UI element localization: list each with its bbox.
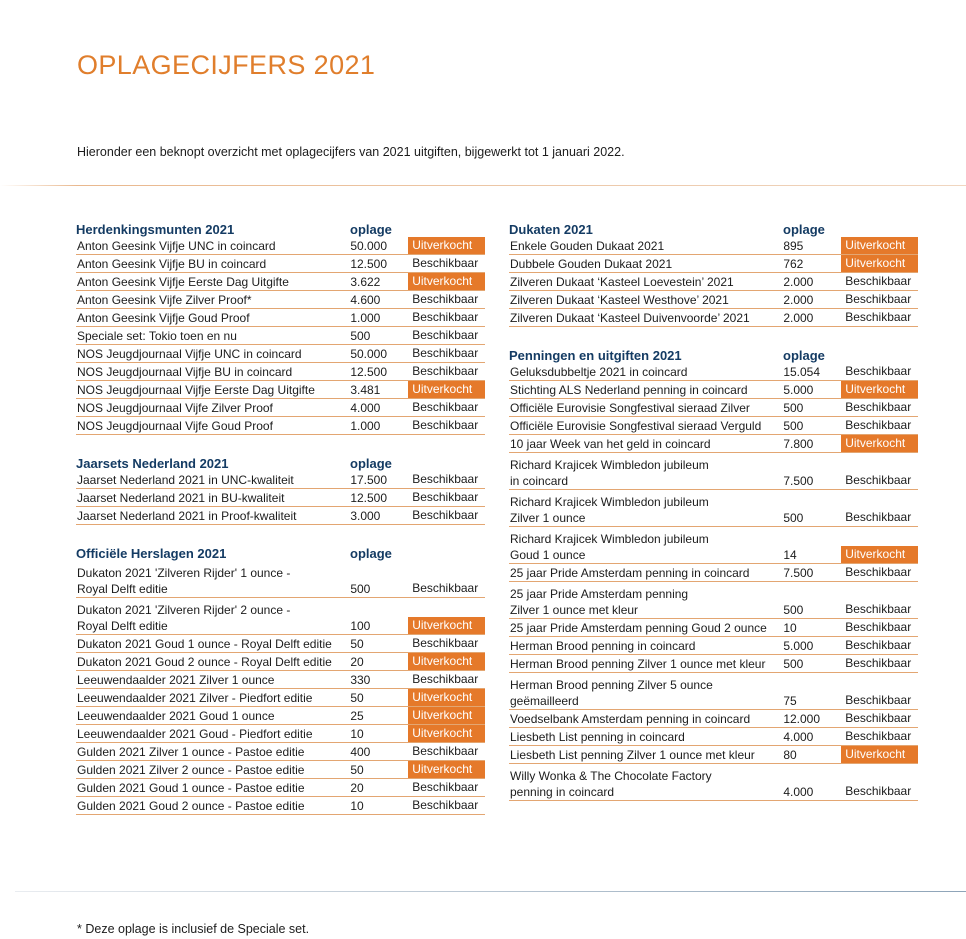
table-row (509, 453, 918, 490)
table-row (509, 582, 918, 619)
edition-size: 4.000 (350, 401, 381, 415)
edition-size: 14 (783, 548, 797, 562)
status-available: Beschikbaar (845, 292, 912, 306)
edition-size: 895 (783, 239, 804, 253)
product-name: NOS Jeugdjournaal Vijfje Eerste Dag Uitgifte (77, 383, 315, 397)
status-available: Beschikbaar (412, 310, 479, 324)
status-available: Beschikbaar (845, 784, 912, 798)
edition-size: 80 (783, 748, 797, 762)
status-available: Beschikbaar (845, 364, 912, 378)
edition-size: 500 (350, 582, 371, 596)
product-name: Jaarset Nederland 2021 in UNC-kwaliteit (77, 473, 294, 487)
status-badge-sold-out: Uitverkocht (841, 546, 918, 563)
section-title: Jaarsets Nederland 2021 (76, 456, 229, 471)
section-title: Dukaten 2021 (509, 222, 593, 237)
status-available: Beschikbaar (845, 693, 912, 707)
top-divider (0, 185, 966, 186)
table-row (76, 471, 485, 489)
status-badge-sold-out: Uitverkocht (841, 381, 918, 398)
edition-size: 5.000 (783, 383, 814, 397)
status-available: Beschikbaar (412, 328, 479, 342)
status-available: Beschikbaar (845, 274, 912, 288)
status-badge-sold-out: Uitverkocht (408, 273, 485, 290)
section-header (76, 453, 485, 471)
edition-size: 50.000 (350, 347, 388, 361)
product-name: Richard Krajicek Wimbledon jubileum in coincard (510, 458, 709, 488)
table-row (76, 363, 485, 381)
edition-size: 50.000 (350, 239, 388, 253)
product-name: Officiële Eurovisie Songfestival sieraad Verguld (510, 419, 762, 433)
table-row (509, 291, 918, 309)
edition-size: 4.000 (783, 785, 814, 799)
product-name: Anton Geesink Vijfje UNC in coincard (77, 239, 276, 253)
table-row (76, 743, 485, 761)
status-available: Beschikbaar (412, 472, 479, 486)
column-header-oplage: oplage (783, 222, 825, 237)
edition-size: 1.000 (350, 311, 381, 325)
status-available: Beschikbaar (412, 292, 479, 306)
product-name: Dukaton 2021 'Zilveren Rijder' 1 ounce - Royal Delft editie (77, 566, 291, 596)
table-row (76, 797, 485, 815)
product-name: 10 jaar Week van het geld in coincard (510, 437, 711, 451)
product-name: Zilveren Dukaat ‘Kasteel Duivenvoorde’ 2021 (510, 311, 750, 325)
table-row (509, 673, 918, 710)
status-available: Beschikbaar (412, 490, 479, 504)
table-row (509, 564, 918, 582)
product-name: Officiële Eurovisie Songfestival sieraad Zilver (510, 401, 750, 415)
edition-size: 12.500 (350, 491, 388, 505)
status-available: Beschikbaar (845, 711, 912, 725)
status-available: Beschikbaar (412, 364, 479, 378)
table-row (76, 635, 485, 653)
edition-size: 500 (783, 401, 804, 415)
table-row (509, 309, 918, 327)
product-name: NOS Jeugdjournaal Vijfje UNC in coincard (77, 347, 302, 361)
bottom-divider (15, 891, 966, 892)
table-row (76, 417, 485, 435)
product-name: Anton Geesink Vijfje BU in coincard (77, 257, 267, 271)
table-row (76, 507, 485, 525)
edition-size: 2.000 (783, 293, 814, 307)
product-name: Zilveren Dukaat ‘Kasteel Westhove’ 2021 (510, 293, 729, 307)
edition-size: 50 (350, 691, 364, 705)
edition-size: 1.000 (350, 419, 381, 433)
table-row (509, 255, 918, 273)
product-name: Enkele Gouden Dukaat 2021 (510, 239, 665, 253)
product-name: Jaarset Nederland 2021 in Proof-kwaliteit (77, 509, 297, 523)
page-title: OPLAGECIJFERS 2021 (77, 50, 376, 80)
product-name: Geluksdubbeltje 2021 in coincard (510, 365, 688, 379)
table-row (76, 273, 485, 291)
table-row (76, 291, 485, 309)
table-row (76, 598, 485, 635)
status-badge-sold-out: Uitverkocht (408, 381, 485, 398)
product-name: NOS Jeugdjournaal Vijfe Goud Proof (77, 419, 273, 433)
status-available: Beschikbaar (412, 256, 479, 270)
product-name: Jaarset Nederland 2021 in BU-kwaliteit (77, 491, 285, 505)
status-available: Beschikbaar (845, 510, 912, 524)
table-row (509, 746, 918, 764)
status-badge-sold-out: Uitverkocht (408, 653, 485, 670)
table-row (509, 764, 918, 801)
table-row (509, 710, 918, 728)
table-section (509, 345, 918, 801)
edition-size: 762 (783, 257, 804, 271)
section-header (509, 345, 918, 363)
table-row (76, 399, 485, 417)
status-available: Beschikbaar (845, 310, 912, 324)
footnote: * Deze oplage is inclusief de Speciale set. (77, 922, 310, 936)
edition-size: 500 (783, 511, 804, 525)
table-row (509, 490, 918, 527)
edition-size: 500 (350, 329, 371, 343)
product-name: Liesbeth List penning Zilver 1 ounce met kleur (510, 748, 755, 762)
table-row (76, 671, 485, 689)
edition-size: 500 (783, 419, 804, 433)
status-badge-sold-out: Uitverkocht (841, 255, 918, 272)
left-column (76, 219, 485, 833)
intro-text: Hieronder een beknopt overzicht met oplagecijfers van 2021 uitgiften, bijgewerkt tot 1 januari 2022. (77, 145, 625, 159)
status-badge-sold-out: Uitverkocht (408, 617, 485, 634)
edition-size: 330 (350, 673, 371, 687)
section-title: Officiële Herslagen 2021 (76, 546, 227, 561)
column-header-oplage: oplage (350, 222, 392, 237)
edition-size: 500 (783, 657, 804, 671)
edition-size: 20 (350, 781, 364, 795)
status-available: Beschikbaar (845, 565, 912, 579)
edition-size: 12.500 (350, 365, 388, 379)
status-available: Beschikbaar (412, 780, 479, 794)
product-name: Herman Brood penning Zilver 1 ounce met kleur (510, 657, 766, 671)
table-section (76, 219, 485, 435)
product-name: Anton Geesink Vijfe Zilver Proof* (77, 293, 252, 307)
table-row (509, 381, 918, 399)
status-badge-sold-out: Uitverkocht (841, 237, 918, 254)
status-badge-sold-out: Uitverkocht (408, 725, 485, 742)
product-name: Dukaton 2021 Goud 1 ounce - Royal Delft editie (77, 637, 332, 651)
table-row (76, 761, 485, 779)
table-row (509, 527, 918, 564)
edition-size: 500 (783, 603, 804, 617)
product-name: Stichting ALS Nederland penning in coincard (510, 383, 748, 397)
table-row (76, 779, 485, 797)
product-name: Speciale set: Tokio toen en nu (77, 329, 237, 343)
product-name: Richard Krajicek Wimbledon jubileum Goud 1 ounce (510, 532, 709, 562)
product-name: NOS Jeugdjournaal Vijfe Zilver Proof (77, 401, 273, 415)
column-header-oplage: oplage (783, 348, 825, 363)
status-available: Beschikbaar (412, 581, 479, 595)
status-badge-sold-out: Uitverkocht (408, 761, 485, 778)
status-available: Beschikbaar (845, 729, 912, 743)
table-row (76, 489, 485, 507)
edition-size: 50 (350, 763, 364, 777)
edition-size: 7.800 (783, 437, 814, 451)
edition-size: 4.600 (350, 293, 381, 307)
product-name: 25 jaar Pride Amsterdam penning Zilver 1 ounce met kleur (510, 587, 689, 617)
table-row (76, 237, 485, 255)
product-name: Gulden 2021 Goud 1 ounce - Pastoe editie (77, 781, 305, 795)
product-name: Zilveren Dukaat ‘Kasteel Loevestein’ 2021 (510, 275, 734, 289)
edition-size: 10 (350, 799, 364, 813)
edition-size: 2.000 (783, 311, 814, 325)
product-name: Willy Wonka & The Chocolate Factory penning in coincard (510, 769, 712, 799)
product-name: NOS Jeugdjournaal Vijfje BU in coincard (77, 365, 293, 379)
table-row (76, 561, 485, 598)
table-row (509, 619, 918, 637)
right-column (509, 219, 918, 819)
status-badge-sold-out: Uitverkocht (841, 435, 918, 452)
product-name: Dukaton 2021 'Zilveren Rijder' 2 ounce - Royal Delft editie (77, 603, 291, 633)
status-badge-sold-out: Uitverkocht (841, 746, 918, 763)
status-badge-sold-out: Uitverkocht (408, 237, 485, 254)
edition-size: 12.500 (350, 257, 388, 271)
section-header (76, 543, 485, 561)
edition-size: 17.500 (350, 473, 388, 487)
edition-size: 100 (350, 619, 371, 633)
product-name: Herman Brood penning in coincard (510, 639, 696, 653)
section-header (509, 219, 918, 237)
section-header (76, 219, 485, 237)
table-row (509, 237, 918, 255)
table-row (509, 273, 918, 291)
table-row (509, 363, 918, 381)
status-available: Beschikbaar (412, 672, 479, 686)
table-section (76, 453, 485, 525)
section-title: Herdenkingsmunten 2021 (76, 222, 235, 237)
table-row (76, 327, 485, 345)
edition-size: 20 (350, 655, 364, 669)
status-available: Beschikbaar (845, 656, 912, 670)
product-name: Gulden 2021 Zilver 1 ounce - Pastoe editie (77, 745, 305, 759)
table-row (76, 345, 485, 363)
edition-size: 7.500 (783, 474, 814, 488)
product-name: Leeuwendaalder 2021 Goud 1 ounce (77, 709, 275, 723)
status-available: Beschikbaar (845, 418, 912, 432)
status-available: Beschikbaar (412, 346, 479, 360)
table-section (76, 543, 485, 815)
edition-size: 10 (350, 727, 364, 741)
section-title: Penningen en uitgiften 2021 (509, 348, 682, 363)
table-row (509, 637, 918, 655)
table-row (509, 728, 918, 746)
product-name: Richard Krajicek Wimbledon jubileum Zilver 1 ounce (510, 495, 709, 525)
table-row (509, 435, 918, 453)
status-available: Beschikbaar (412, 636, 479, 650)
edition-size: 50 (350, 637, 364, 651)
edition-size: 12.000 (783, 712, 821, 726)
product-name: Anton Geesink Vijfje Goud Proof (77, 311, 250, 325)
table-row (76, 689, 485, 707)
edition-size: 2.000 (783, 275, 814, 289)
table-row (76, 707, 485, 725)
product-name: 25 jaar Pride Amsterdam penning in coincard (510, 566, 750, 580)
table-row (509, 655, 918, 673)
product-name: Leeuwendaalder 2021 Zilver 1 ounce (77, 673, 275, 687)
product-name: 25 jaar Pride Amsterdam penning Goud 2 ounce (510, 621, 767, 635)
status-available: Beschikbaar (845, 620, 912, 634)
edition-size: 3.000 (350, 509, 381, 523)
product-name: Herman Brood penning Zilver 5 ounce geëmailleerd (510, 678, 713, 708)
status-available: Beschikbaar (412, 418, 479, 432)
edition-size: 5.000 (783, 639, 814, 653)
product-name: Dukaton 2021 Goud 2 ounce - Royal Delft editie (77, 655, 332, 669)
product-name: Liesbeth List penning in coincard (510, 730, 685, 744)
table-row (509, 417, 918, 435)
status-available: Beschikbaar (845, 473, 912, 487)
product-name: Gulden 2021 Zilver 2 ounce - Pastoe editie (77, 763, 305, 777)
edition-size: 400 (350, 745, 371, 759)
edition-size: 25 (350, 709, 364, 723)
status-available: Beschikbaar (845, 602, 912, 616)
table-section (509, 219, 918, 327)
table-row (76, 309, 485, 327)
edition-size: 3.481 (350, 383, 381, 397)
table-row (509, 399, 918, 417)
product-name: Leeuwendaalder 2021 Goud - Piedfort editie (77, 727, 313, 741)
status-badge-sold-out: Uitverkocht (408, 689, 485, 706)
edition-size: 3.622 (350, 275, 381, 289)
column-header-oplage: oplage (350, 456, 392, 471)
status-available: Beschikbaar (412, 400, 479, 414)
table-row (76, 725, 485, 743)
table-row (76, 255, 485, 273)
edition-size: 10 (783, 621, 797, 635)
product-name: Voedselbank Amsterdam penning in coincard (510, 712, 751, 726)
status-available: Beschikbaar (412, 744, 479, 758)
table-row (76, 653, 485, 671)
status-available: Beschikbaar (412, 508, 479, 522)
status-badge-sold-out: Uitverkocht (408, 707, 485, 724)
product-name: Dubbele Gouden Dukaat 2021 (510, 257, 673, 271)
product-name: Gulden 2021 Goud 2 ounce - Pastoe editie (77, 799, 305, 813)
edition-size: 75 (783, 694, 797, 708)
status-available: Beschikbaar (412, 798, 479, 812)
product-name: Leeuwendaalder 2021 Zilver - Piedfort editie (77, 691, 313, 705)
product-name: Anton Geesink Vijfje Eerste Dag Uitgifte (77, 275, 289, 289)
table-row (76, 381, 485, 399)
status-available: Beschikbaar (845, 400, 912, 414)
edition-size: 15.054 (783, 365, 821, 379)
status-available: Beschikbaar (845, 638, 912, 652)
column-header-oplage: oplage (350, 546, 392, 561)
edition-size: 4.000 (783, 730, 814, 744)
edition-size: 7.500 (783, 566, 814, 580)
